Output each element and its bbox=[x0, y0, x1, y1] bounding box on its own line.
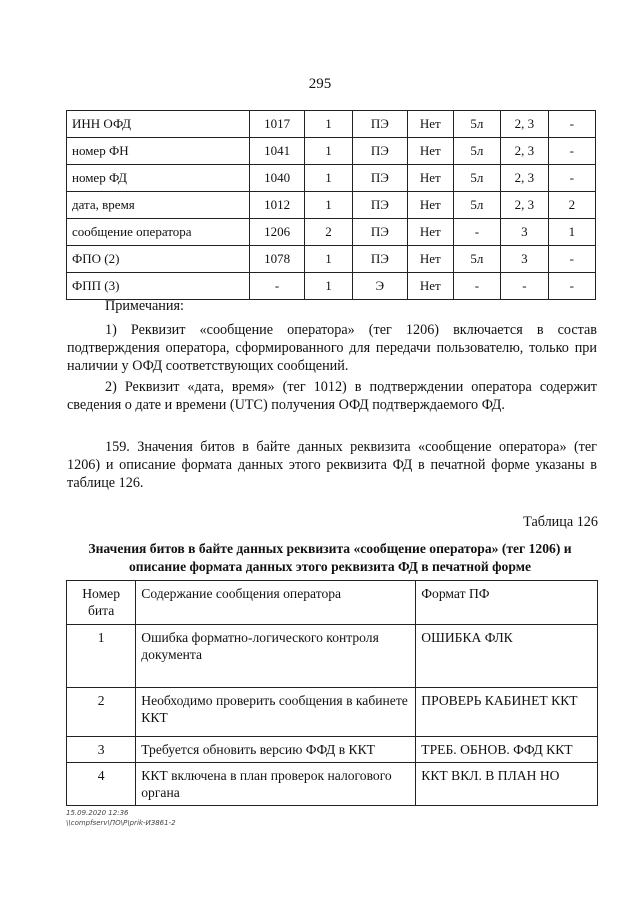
table-cell: 1041 bbox=[249, 138, 305, 165]
table-cell: 2 bbox=[305, 219, 352, 246]
table-cell: Нет bbox=[408, 246, 454, 273]
table-cell: - bbox=[548, 111, 595, 138]
table-cell: 5л bbox=[453, 138, 500, 165]
bits-table-header bbox=[67, 581, 598, 625]
paragraph-159: 159. Значения битов в байте данных реквизита «сообщение оператора» (тег 1206) и описание формата данных этого реквизита ФД в печатной форме указаны в таблице 126. bbox=[67, 439, 597, 491]
table-row bbox=[67, 625, 598, 688]
table-cell: Нет bbox=[408, 273, 454, 300]
table-cell: сообщение оператора bbox=[67, 219, 250, 246]
bit-number-cell: 2 bbox=[67, 688, 136, 737]
table-label: Таблица 126 bbox=[523, 514, 598, 530]
table-cell: - bbox=[453, 219, 500, 246]
table-cell: номер ФН bbox=[67, 138, 250, 165]
table-cell: Нет bbox=[408, 192, 454, 219]
print-format-cell: ПРОВЕРЬ КАБИНЕТ ККТ bbox=[416, 688, 598, 737]
table-row bbox=[67, 246, 596, 273]
table-cell: Нет bbox=[408, 138, 454, 165]
table-cell: 2, 3 bbox=[501, 138, 549, 165]
table-cell: 2 bbox=[548, 192, 595, 219]
table-cell: 2, 3 bbox=[501, 165, 549, 192]
table-cell: 5л bbox=[453, 246, 500, 273]
table-cell: ПЭ bbox=[352, 246, 407, 273]
bits-table bbox=[66, 580, 598, 806]
table-cell: - bbox=[249, 273, 305, 300]
table-cell: - bbox=[548, 165, 595, 192]
table-cell: ФПП (3) bbox=[67, 273, 250, 300]
bit-number-cell: 4 bbox=[67, 763, 136, 806]
table-cell: 3 bbox=[501, 219, 549, 246]
table-cell: ПЭ bbox=[352, 165, 407, 192]
table-cell: 1078 bbox=[249, 246, 305, 273]
table-cell: 1 bbox=[548, 219, 595, 246]
table-cell: дата, время bbox=[67, 192, 250, 219]
table-cell: Нет bbox=[408, 111, 454, 138]
table-cell: 1 bbox=[305, 192, 352, 219]
table-cell: 1206 bbox=[249, 219, 305, 246]
requisites-table bbox=[66, 110, 596, 300]
table-cell: 5л bbox=[453, 111, 500, 138]
table-row bbox=[67, 165, 596, 192]
table-cell: 1 bbox=[305, 111, 352, 138]
message-content-cell: ККТ включена в план проверок налогового органа bbox=[136, 763, 416, 806]
table-row bbox=[67, 763, 598, 806]
bit-number-cell: 1 bbox=[67, 625, 136, 688]
print-format-cell: ККТ ВКЛ. В ПЛАН НО bbox=[416, 763, 598, 806]
table-cell: ПЭ bbox=[352, 138, 407, 165]
header-message-content: Содержание сообщения оператора bbox=[136, 581, 416, 625]
header-print-format: Формат ПФ bbox=[416, 581, 598, 625]
table-cell: 2, 3 bbox=[501, 192, 549, 219]
footer-timestamp: 15.09.2020 12:36 bbox=[66, 809, 129, 817]
bit-number-cell: 3 bbox=[67, 737, 136, 763]
table-cell: - bbox=[453, 273, 500, 300]
message-content-cell: Требуется обновить версию ФФД в ККТ bbox=[136, 737, 416, 763]
print-format-cell: ТРЕБ. ОБНОВ. ФФД ККТ bbox=[416, 737, 598, 763]
message-content-cell: Необходимо проверить сообщения в кабинете ККТ bbox=[136, 688, 416, 737]
table-cell: 1 bbox=[305, 273, 352, 300]
table-cell: Нет bbox=[408, 219, 454, 246]
table-cell: ПЭ bbox=[352, 219, 407, 246]
table-cell: 2, 3 bbox=[501, 111, 549, 138]
table-cell: ПЭ bbox=[352, 192, 407, 219]
header-bit-number: Номер бита bbox=[67, 581, 136, 625]
table-cell: - bbox=[501, 273, 549, 300]
table-row bbox=[67, 192, 596, 219]
table-cell: ПЭ bbox=[352, 111, 407, 138]
table-cell: Э bbox=[352, 273, 407, 300]
table-cell: 1012 bbox=[249, 192, 305, 219]
table-cell: 1 bbox=[305, 138, 352, 165]
table-cell: 1 bbox=[305, 246, 352, 273]
table-row bbox=[67, 219, 596, 246]
note-1: 1) Реквизит «сообщение оператора» (тег 1206) включается в состав подтверждения оператора, сформированного для передачи пользователю, только при наличии у ОФД соответствующих сообщений. bbox=[67, 322, 597, 374]
footer-path: \\compfserv\ПО\Р\prik-ИЗ861-2 bbox=[66, 819, 176, 827]
table-cell: ФПО (2) bbox=[67, 246, 250, 273]
table-cell: 1017 bbox=[249, 111, 305, 138]
table-cell: 1040 bbox=[249, 165, 305, 192]
table-cell: - bbox=[548, 273, 595, 300]
notes-title: Примечания: bbox=[105, 298, 184, 314]
table-row bbox=[67, 688, 598, 737]
table-row bbox=[67, 273, 596, 300]
table-row bbox=[67, 111, 596, 138]
table-cell: 5л bbox=[453, 192, 500, 219]
table-cell: 5л bbox=[453, 165, 500, 192]
table-row bbox=[67, 737, 598, 763]
table-cell: - bbox=[548, 246, 595, 273]
footer-stamp bbox=[66, 808, 176, 828]
table-cell: номер ФД bbox=[67, 165, 250, 192]
table-cell: 1 bbox=[305, 165, 352, 192]
table-cell: Нет bbox=[408, 165, 454, 192]
message-content-cell: Ошибка форматно-логического контроля документа bbox=[136, 625, 416, 688]
table-title: Значения битов в байте данных реквизита «сообщение оператора» (тег 1206) и описание формата данных этого реквизита ФД в печатной форме bbox=[88, 541, 572, 574]
note-2: 2) Реквизит «дата, время» (тег 1012) в подтверждении оператора содержит сведения о дате и времени (UTC) получения ОФД подтверждаемого ФД. bbox=[67, 379, 597, 413]
table-cell: ИНН ОФД bbox=[67, 111, 250, 138]
table-row bbox=[67, 138, 596, 165]
table-cell: - bbox=[548, 138, 595, 165]
print-format-cell: ОШИБКА ФЛК bbox=[416, 625, 598, 688]
table-cell: 3 bbox=[501, 246, 549, 273]
page-number: 295 bbox=[308, 76, 332, 92]
